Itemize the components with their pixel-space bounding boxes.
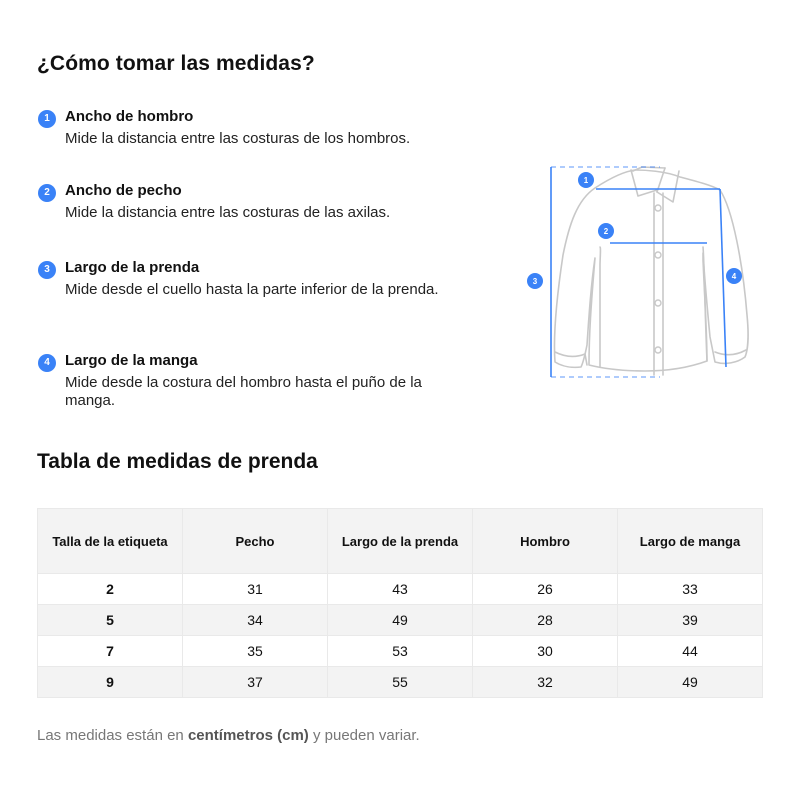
svg-text:3: 3	[532, 277, 538, 286]
table-cell: 34	[183, 605, 328, 636]
svg-text:4: 4	[731, 272, 737, 281]
step-description: Mide la distancia entre las costuras de las axilas.	[65, 204, 391, 221]
step-number-badge: 4	[38, 354, 56, 372]
svg-text:1: 1	[583, 176, 589, 185]
step-number-badge: 1	[38, 110, 56, 128]
table-cell: 28	[473, 605, 618, 636]
shirt-measurement-diagram	[515, 155, 755, 390]
step-description: Mide la distancia entre las costuras de los hombros.	[65, 130, 411, 147]
step-title: Largo de la manga	[65, 352, 198, 369]
table-cell: 44	[618, 636, 763, 667]
units-note-unit: centímetros (cm)	[187, 727, 309, 744]
size-table	[37, 508, 763, 698]
table-cell: 55	[328, 667, 473, 698]
table-cell: 30	[473, 636, 618, 667]
table-cell: 32	[473, 667, 618, 698]
units-note-suffix: y pueden variar.	[308, 727, 420, 744]
table-cell: 49	[618, 667, 763, 698]
size-table-title: Tabla de medidas de prenda	[37, 450, 318, 473]
table-row	[38, 667, 763, 698]
table-cell: 26	[473, 574, 618, 605]
table-cell: 39	[618, 605, 763, 636]
table-row	[38, 636, 763, 667]
table-cell: 33	[618, 574, 763, 605]
table-cell: 53	[328, 636, 473, 667]
table-header-row	[38, 509, 763, 574]
header-sleeve-length: Largo de manga	[618, 509, 763, 574]
step-description: Mide desde el cuello hasta la parte inferior de la prenda.	[65, 281, 439, 298]
step-number-badge: 2	[38, 184, 56, 202]
step-title: Ancho de pecho	[65, 182, 182, 199]
header-garment-length: Largo de la prenda	[328, 509, 473, 574]
step-title: Ancho de hombro	[65, 108, 194, 125]
step-number-badge: 3	[38, 261, 56, 279]
svg-text:2: 2	[603, 227, 609, 236]
table-row	[38, 574, 763, 605]
header-shoulder: Hombro	[473, 509, 618, 574]
size-label-cell: 7	[38, 636, 183, 667]
table-cell: 31	[183, 574, 328, 605]
step-title: Largo de la prenda	[65, 259, 200, 276]
shirt-outline-icon	[515, 155, 755, 390]
table-cell: 35	[183, 636, 328, 667]
units-note	[37, 727, 420, 744]
how-to-title: ¿Cómo tomar las medidas?	[37, 52, 315, 75]
size-label-cell: 9	[38, 667, 183, 698]
size-label-cell: 5	[38, 605, 183, 636]
header-chest: Pecho	[183, 509, 328, 574]
size-label-cell: 2	[38, 574, 183, 605]
table-cell: 37	[183, 667, 328, 698]
table-row	[38, 605, 763, 636]
step-description: Mide desde la costura del hombro hasta el puño de la manga.	[65, 374, 422, 409]
header-size-label: Talla de la etiqueta	[38, 509, 183, 574]
table-cell: 49	[328, 605, 473, 636]
units-note-prefix: Las medidas están en	[37, 727, 188, 744]
table-cell: 43	[328, 574, 473, 605]
